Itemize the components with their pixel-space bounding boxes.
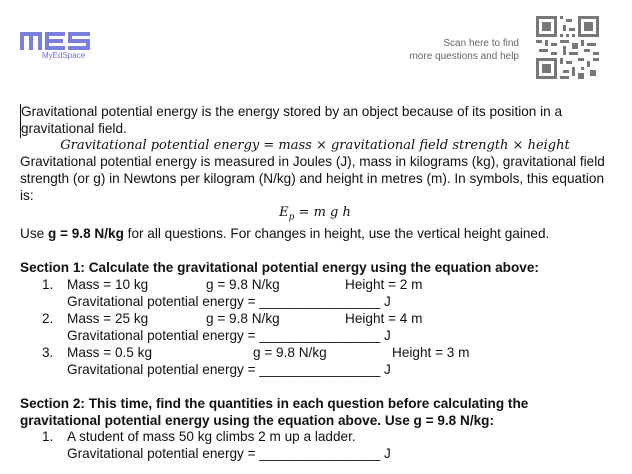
- scan-line-1: Scan here to find: [443, 38, 519, 49]
- answer-line[interactable]: Gravitational potential energy = ________________ J: [67, 361, 391, 377]
- section-1-title: Section 1: Calculate the gravitational potential energy using the equation above:: [20, 259, 539, 275]
- g-value: g = 9.8 N/kg: [47, 226, 124, 242]
- question-row: 1. Mass = 10 kg g = 9.8 N/kg Height = 2 m: [42, 276, 423, 292]
- scan-prompt: [409, 37, 519, 63]
- intro-paragraph[interactable]: Gravitational potential energy is the energy stored by an object because of its position in a gravitational field.: [20, 104, 610, 138]
- word-equation: Gravitational potential energy = mass × gravitational field strength × height: [60, 137, 570, 153]
- question-row: 1. A student of mass 50 kg climbs 2 m up a ladder.: [42, 429, 356, 445]
- document-body: [20, 104, 610, 463]
- section-2-title-1: Section 2: This time, find the quantities in each question before calculating the: [20, 395, 529, 411]
- answer-line[interactable]: Gravitational potential energy = ________________ J: [67, 293, 391, 309]
- qr-code-icon[interactable]: [536, 16, 599, 79]
- logo: [20, 31, 92, 60]
- mes-logo-icon: [20, 31, 92, 51]
- logo-subtitle: MyEdSpace: [42, 51, 86, 60]
- scan-line-2: more questions and help: [409, 51, 519, 62]
- answer-line[interactable]: Gravitational potential energy = ________________ J: [67, 327, 391, 343]
- use-g-paragraph: Use g = 9.8 N/kg for all questions. For changes in height, use the vertical height gained.: [20, 226, 550, 242]
- section-2-title-2: gravitational potential energy using the equation above. Use g = 9.8 N/kg:: [20, 412, 494, 428]
- question-row: 3. Mass = 0.5 kg g = 9.8 N/kg Height = 3 m: [42, 344, 470, 360]
- symbol-equation: $E_p = m$ g h: [279, 204, 351, 223]
- answer-line[interactable]: Gravitational potential energy = ________________ J: [67, 446, 391, 462]
- units-paragraph: Gravitational potential energy is measured in Joules (J), mass in kilograms (kg), gravitational field strength (or g) in Newtons per kilogram (N/kg) and height in metres (m). In symbols, this equation is:: [20, 154, 605, 203]
- question-row: 2. Mass = 25 kg g = 9.8 N/kg Height = 4 m: [42, 310, 423, 326]
